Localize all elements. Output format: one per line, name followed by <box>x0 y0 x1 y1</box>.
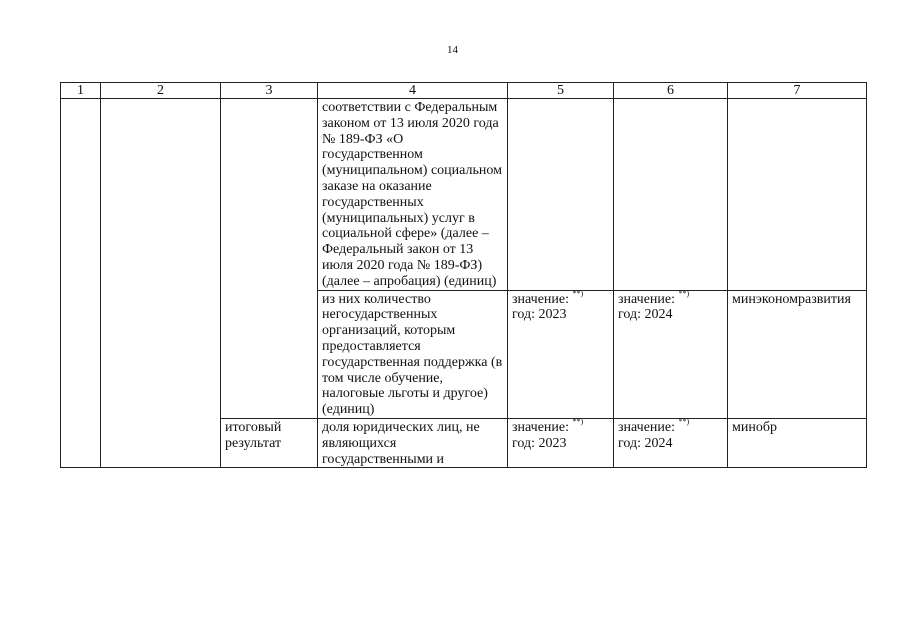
column-header-3: 3 <box>221 83 318 99</box>
footnote-mark: **) <box>572 288 584 298</box>
col7-cell <box>728 99 867 291</box>
value-label: значение: <box>618 419 676 435</box>
indicator-text: из них количество негосударственных организаций, которым предоставляется государственная поддержка (в том числе обучение, налоговые льготы и другое) (единиц) <box>318 290 508 418</box>
year-label: год: 2023 <box>512 307 567 323</box>
indicator-text: соответствии с Федеральным законом от 13 июля 2020 года № 189-ФЗ «О государственном (муниципальном) социальном заказе на оказание государственных (муниципальных) услуг в социальной сфере» (далее – Федеральный закон от 13 июля 2020 года № 189-ФЗ) (далее – апробация) (единиц) <box>318 99 508 291</box>
footnote-mark: **) <box>572 416 584 426</box>
header-row <box>61 83 867 99</box>
year-label: год: 2024 <box>618 435 673 451</box>
value-label: значение: <box>618 291 676 307</box>
value-label: значение: <box>512 419 570 435</box>
table-row <box>61 99 867 291</box>
column-header-4: 4 <box>318 83 508 99</box>
footnote-mark: **) <box>678 416 690 426</box>
col2-cell <box>101 99 221 468</box>
responsible-body: минэкономразвития <box>728 290 867 418</box>
value-year-cell <box>508 418 614 467</box>
footnote-mark: **) <box>678 288 690 298</box>
col6-cell <box>614 99 728 291</box>
indicators-table <box>60 82 867 468</box>
value-year-cell <box>614 418 728 467</box>
value-year-cell <box>614 290 728 418</box>
value-year-cell <box>508 290 614 418</box>
year-label: год: 2024 <box>618 307 673 323</box>
column-header-6: 6 <box>614 83 728 99</box>
column-header-7: 7 <box>728 83 867 99</box>
indicator-text: доля юридических лиц, не являющихся государственными и <box>318 418 508 467</box>
col5-cell <box>508 99 614 291</box>
responsible-body: минобр <box>728 418 867 467</box>
col3-cell <box>221 99 318 419</box>
col1-cell <box>61 99 101 468</box>
column-header-5: 5 <box>508 83 614 99</box>
page-number: 14 <box>447 44 458 56</box>
column-header-2: 2 <box>101 83 221 99</box>
result-type-cell: итоговый результат <box>221 418 318 467</box>
year-label: год: 2023 <box>512 435 567 451</box>
value-label: значение: <box>512 291 570 307</box>
column-header-1: 1 <box>61 83 101 99</box>
